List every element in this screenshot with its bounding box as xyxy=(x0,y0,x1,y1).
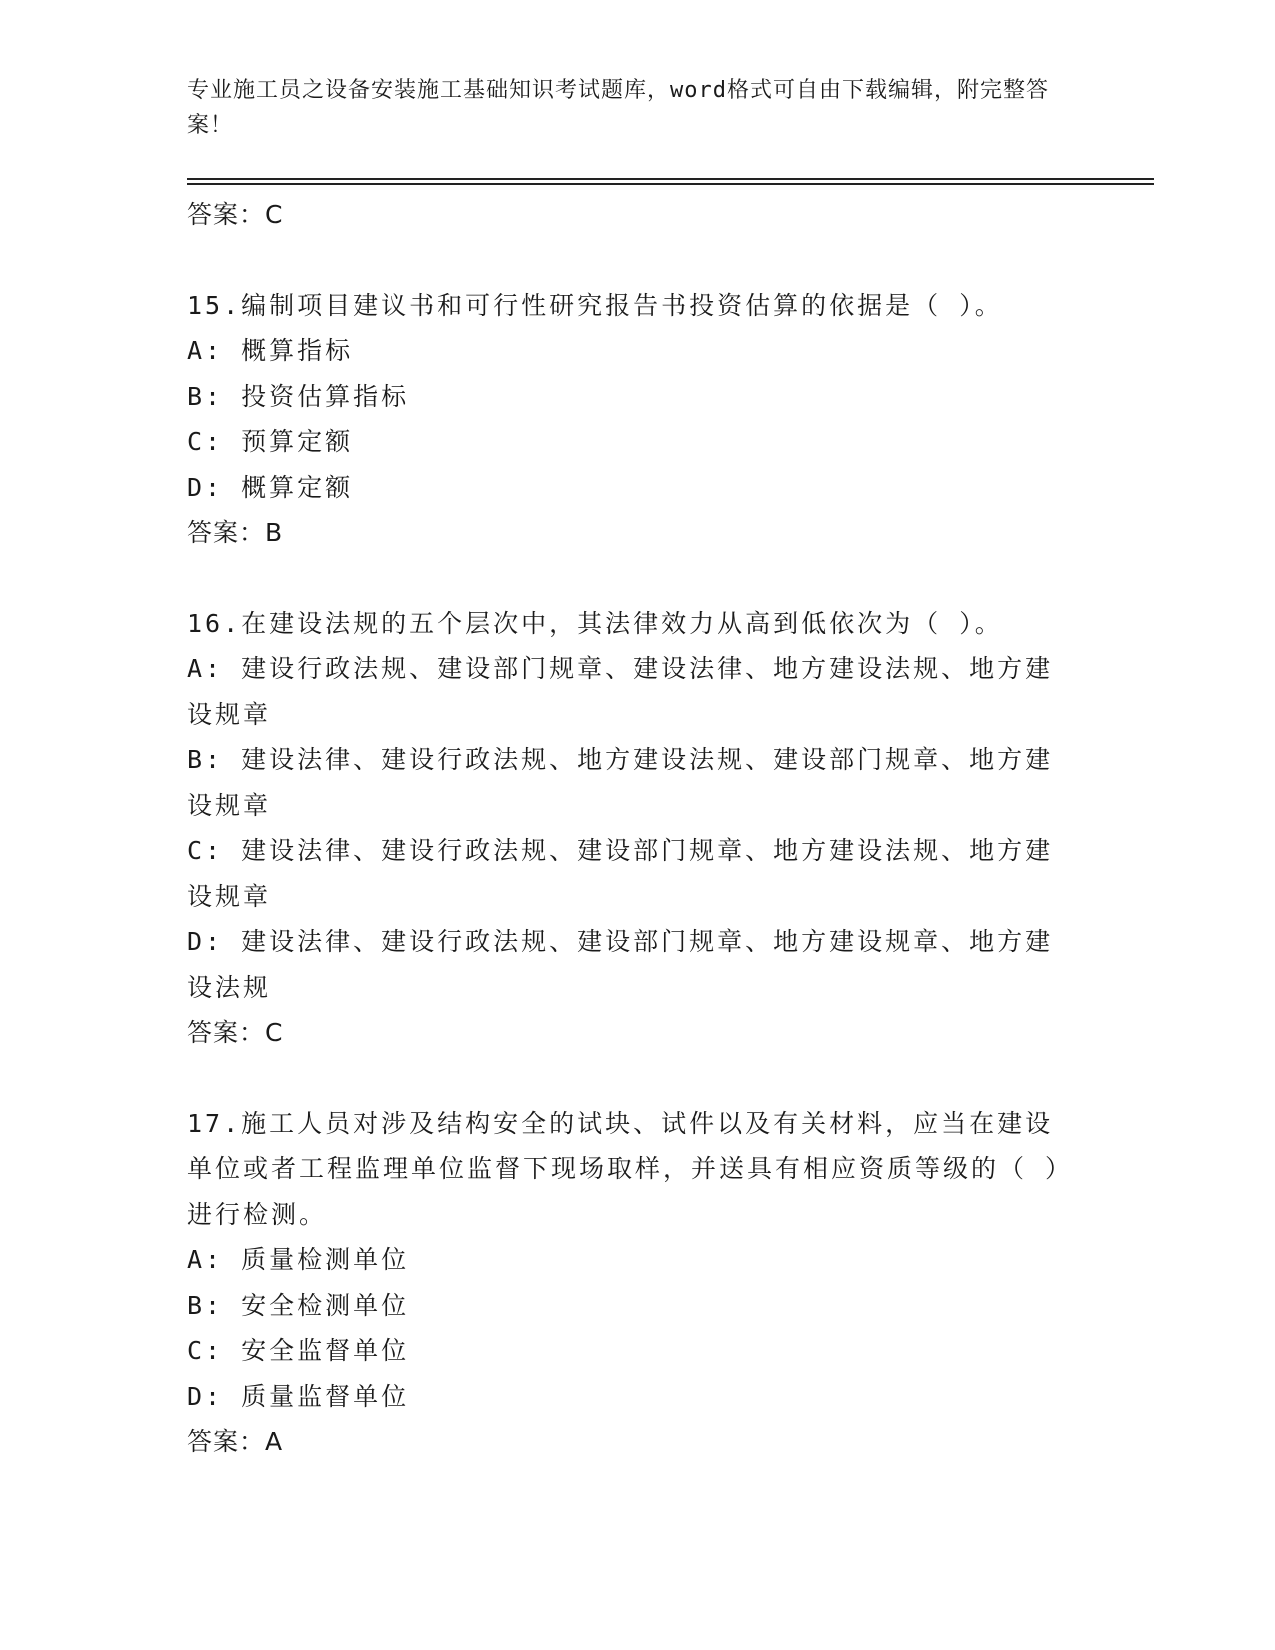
option-d: D: 建设法律、建设行政法规、建设部门规章、地方建设规章、地方建设法规 xyxy=(187,927,1054,1002)
answer-line: 答案：B xyxy=(187,518,284,547)
option-b: B: 投资估算指标 xyxy=(187,381,410,411)
option-a: A: 概算指标 xyxy=(187,336,354,365)
option-d: D: 概算定额 xyxy=(187,472,354,502)
question-stem: 17.施工人员对涉及结构安全的试块、试件以及有关材料，应当在建设单位或者工程监理单位监督下现场取样，并送具有相应资质等级的（ ）进行检测。 xyxy=(187,1108,1061,1229)
header-divider-top xyxy=(187,178,1154,180)
option-c: C: 建设法律、建设行政法规、建设部门规章、地方建设法规、地方建设规章 xyxy=(187,836,1054,911)
spacer xyxy=(187,556,1067,601)
question-stem: 15.编制项目建议书和可行性研究报告书投资估算的依据是（ ）。 xyxy=(187,290,1003,320)
question-list xyxy=(187,192,1067,1465)
option-b: B: 建设法律、建设行政法规、地方建设法规、建设部门规章、地方建设规章 xyxy=(187,745,1054,820)
header-divider-bottom xyxy=(187,183,1154,185)
option-a: A: 建设行政法规、建设部门规章、建设法律、地方建设法规、地方建设规章 xyxy=(187,654,1054,729)
option-b: B: 安全检测单位 xyxy=(187,1290,410,1320)
document-header: 专业施工员之设备安装施工基础知识考试题库，word格式可自由下载编辑，附完整答案！ xyxy=(187,78,1049,138)
option-a: A: 质量检测单位 xyxy=(187,1245,410,1274)
question-stem: 16.在建设法规的五个层次中，其法律效力从高到低依次为（ ）。 xyxy=(187,608,1003,638)
option-c: C: 预算定额 xyxy=(187,427,354,456)
spacer xyxy=(187,238,1067,283)
answer-line: 答案：C xyxy=(187,1018,284,1047)
option-d: D: 质量监督单位 xyxy=(187,1381,410,1411)
answer-line: 答案：A xyxy=(187,1427,284,1456)
question-block xyxy=(187,1101,1067,1465)
option-c: C: 安全监督单位 xyxy=(187,1336,410,1365)
answer-line: 答案：C xyxy=(187,200,284,229)
spacer xyxy=(187,1056,1067,1101)
question-block xyxy=(187,601,1067,1056)
question-block xyxy=(187,283,1067,556)
